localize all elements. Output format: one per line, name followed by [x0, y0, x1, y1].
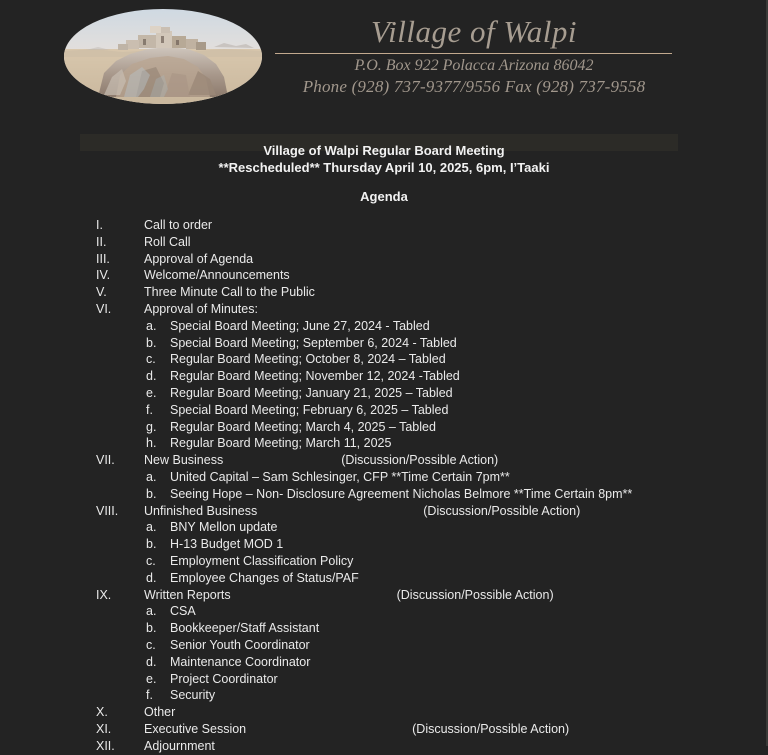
- agenda-subitem-label: Maintenance Coordinator: [170, 654, 311, 669]
- organization-address: P.O. Box 922 Polacca Arizona 86042: [354, 57, 594, 74]
- agenda-item: [0, 503, 768, 520]
- agenda-subitem-letter: b.: [146, 486, 157, 501]
- agenda-item: [0, 234, 768, 251]
- agenda-item-numeral: X.: [96, 705, 108, 720]
- agenda-subitem-letter: c.: [146, 352, 156, 367]
- agenda-item: [0, 452, 768, 469]
- agenda-subitem-label: CSA: [170, 604, 196, 619]
- agenda-item: [0, 267, 768, 284]
- agenda-item-action-note: (Discussion/Possible Action): [396, 587, 554, 602]
- agenda-item-action-note: (Discussion/Possible Action): [341, 453, 499, 468]
- agenda-subitem-label: Special Board Meeting; February 6, 2025 – Tabled: [170, 402, 449, 417]
- agenda-subitem: [0, 402, 768, 419]
- agenda-subitem-label: Special Board Meeting; June 27, 2024 - Tabled: [170, 318, 430, 333]
- agenda-subitem-letter: e.: [146, 385, 157, 400]
- agenda-item-action-note: (Discussion/Possible Action): [423, 503, 581, 518]
- agenda-subitem: [0, 335, 768, 352]
- agenda-subitem-label: Regular Board Meeting; October 8, 2024 – Tabled: [170, 352, 446, 367]
- agenda-item-label: Adjournment: [144, 738, 215, 753]
- agenda-subitem: [0, 603, 768, 620]
- agenda-subitem-letter: d.: [146, 654, 157, 669]
- agenda-item: [0, 721, 768, 738]
- agenda-subitem: [0, 318, 768, 335]
- agenda-item-label: New Business: [144, 453, 224, 468]
- agenda-item-numeral: XII.: [96, 738, 115, 753]
- agenda-subitem-label: United Capital – Sam Schlesinger, CFP **Time Certain 7pm**: [170, 469, 510, 484]
- agenda-subitem: [0, 486, 768, 503]
- agenda-item-numeral: VIII.: [96, 503, 119, 518]
- agenda-subitem: [0, 687, 768, 704]
- agenda-subitem-label: H-13 Budget MOD 1: [170, 537, 284, 552]
- agenda-subitem-letter: c.: [146, 637, 156, 652]
- agenda-subitem-letter: h.: [146, 436, 157, 451]
- agenda-subitem-letter: g.: [146, 419, 157, 434]
- agenda-subitem: [0, 385, 768, 402]
- agenda-item-numeral: VI.: [96, 301, 112, 316]
- agenda-subitem-label: Employment Classification Policy: [170, 553, 354, 568]
- meeting-heading: [0, 122, 768, 205]
- agenda-item-label: Unfinished Business: [144, 503, 258, 518]
- agenda-item: [0, 251, 768, 268]
- agenda-item-numeral: XI.: [96, 721, 112, 736]
- agenda-subitem-label: Regular Board Meeting; March 11, 2025: [170, 436, 392, 451]
- agenda-subitem-letter: b.: [146, 621, 157, 636]
- agenda-item: [0, 284, 768, 301]
- agenda-item-label: Approval of Agenda: [144, 251, 254, 266]
- agenda-subitem: [0, 351, 768, 368]
- agenda-subitem-label: Regular Board Meeting; January 21, 2025 – Tabled: [170, 385, 453, 400]
- agenda-subitem: [0, 553, 768, 570]
- agenda-subitem-label: Senior Youth Coordinator: [170, 637, 310, 652]
- agenda-subitem: [0, 637, 768, 654]
- agenda-item: [0, 704, 768, 721]
- agenda-subitem: [0, 419, 768, 436]
- agenda-item-numeral: I.: [96, 218, 103, 232]
- agenda-subitem-label: Employee Changes of Status/PAF: [170, 570, 359, 585]
- agenda-subitem-letter: a.: [146, 520, 157, 535]
- agenda-item-numeral: II.: [96, 234, 107, 249]
- meeting-datetime: **Rescheduled** Thursday April 10, 2025, 6pm, I’Taaki: [218, 160, 550, 175]
- letterhead-text-block: [272, 14, 676, 98]
- letterhead-divider: [275, 53, 672, 54]
- agenda-subitem-label: Regular Board Meeting; November 12, 2024 -Tabled: [170, 369, 460, 384]
- agenda-subitem-label: Project Coordinator: [170, 671, 278, 686]
- letterhead: [0, 0, 768, 122]
- agenda-item: [0, 217, 768, 234]
- agenda-list: [0, 217, 768, 755]
- agenda-item: [0, 738, 768, 755]
- agenda-subitem-letter: a.: [146, 469, 157, 484]
- agenda-subitem-label: Special Board Meeting; September 6, 2024 - Tabled: [170, 335, 457, 350]
- agenda-item-label: Executive Session: [144, 721, 247, 736]
- agenda-subitem-letter: f.: [146, 402, 153, 417]
- agenda-subitem-letter: a.: [146, 318, 157, 333]
- agenda-subitem: [0, 536, 768, 553]
- agenda-subitem-letter: a.: [146, 604, 157, 619]
- organization-phone-fax: Phone (928) 737-9377/9556 Fax (928) 737-9558: [302, 77, 646, 96]
- agenda-subitem-letter: b.: [146, 537, 157, 552]
- agenda-item-label: Welcome/Announcements: [144, 268, 290, 283]
- agenda-subitem: [0, 368, 768, 385]
- agenda-subitem-letter: b.: [146, 335, 157, 350]
- agenda-item-numeral: IV.: [96, 268, 111, 283]
- agenda-item-label: Approval of Minutes:: [144, 301, 258, 316]
- agenda-item-label: Call to order: [144, 218, 213, 232]
- agenda-item-numeral: VII.: [96, 453, 115, 468]
- agenda-item-numeral: V.: [96, 285, 107, 300]
- agenda-subitem: [0, 570, 768, 587]
- agenda-subitem-label: Seeing Hope – Non- Disclosure Agreement Nicholas Belmore **Time Certain 8pm**: [170, 486, 633, 501]
- agenda-item: [0, 301, 768, 318]
- agenda-item-label: Other: [144, 705, 176, 720]
- agenda-item-label: Roll Call: [144, 234, 191, 249]
- agenda-item-label: Three Minute Call to the Public: [144, 285, 315, 300]
- agenda-subitem-letter: d.: [146, 570, 157, 585]
- agenda-subitem-letter: d.: [146, 369, 157, 384]
- agenda-subitem: [0, 519, 768, 536]
- organization-title: Village of Walpi: [370, 14, 578, 49]
- agenda-subitem: [0, 654, 768, 671]
- agenda-subitem-label: BNY Mellon update: [170, 520, 278, 535]
- agenda-item-action-note: (Discussion/Possible Action): [412, 721, 570, 736]
- agenda-subitem: [0, 435, 768, 452]
- agenda-subitem-letter: f.: [146, 688, 153, 703]
- agenda-item-numeral: IX.: [96, 587, 112, 602]
- agenda-item-label: Written Reports: [144, 587, 231, 602]
- agenda-item: [0, 587, 768, 604]
- agenda-subitem-letter: c.: [146, 553, 156, 568]
- agenda-subitem-label: Regular Board Meeting; March 4, 2025 – Tabled: [170, 419, 436, 434]
- agenda-subitem: [0, 469, 768, 486]
- agenda-subitem: [0, 671, 768, 688]
- agenda-label: Agenda: [360, 189, 408, 204]
- agenda-subitem-letter: e.: [146, 671, 157, 686]
- meeting-title: Village of Walpi Regular Board Meeting: [263, 143, 505, 158]
- walpi-village-logo-image: [64, 9, 262, 104]
- agenda-subitem-label: Bookkeeper/Staff Assistant: [170, 621, 320, 636]
- agenda-subitem: [0, 620, 768, 637]
- agenda-item-numeral: III.: [96, 251, 110, 266]
- agenda-subitem-label: Security: [170, 688, 216, 703]
